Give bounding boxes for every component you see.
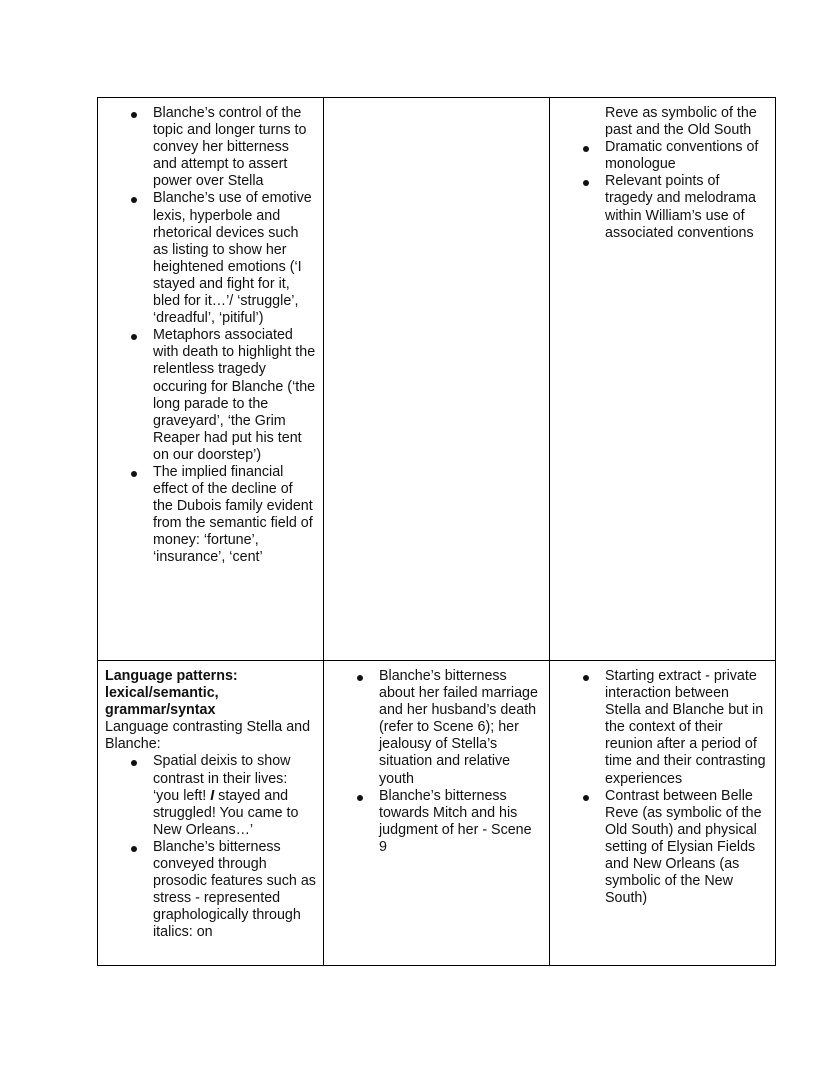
list-item — [557, 139, 768, 173]
table-cell-row1-col2 — [324, 98, 550, 661]
bullet-icon — [583, 180, 589, 186]
bullet-icon — [583, 675, 589, 681]
list-item — [105, 839, 316, 942]
list-item-text: Blanche’s control of the topic and longer turns to convey her bitterness and attempt to assert power over Stella — [153, 105, 307, 190]
list-item — [105, 464, 316, 567]
table-cell-row2-col1 — [98, 661, 324, 966]
list-item-text-part: stayed and struggled! You came to New Orleans…’ — [153, 787, 299, 838]
bullet-list — [331, 668, 542, 856]
bullet-icon — [131, 471, 137, 477]
table-row — [98, 98, 776, 661]
bullet-list — [557, 668, 768, 907]
list-item — [105, 753, 316, 838]
list-item — [331, 788, 542, 856]
bullet-icon — [131, 112, 137, 118]
notes-table — [97, 97, 776, 966]
table-row — [98, 661, 776, 966]
bullet-icon — [131, 760, 137, 766]
emphasis-text: I — [210, 787, 215, 804]
continued-text: Reve as symbolic of the past and the Old South — [605, 105, 757, 139]
list-item — [105, 190, 316, 327]
list-item — [557, 788, 768, 908]
list-item — [331, 668, 542, 788]
section-intro: Language contrasting Stella and Blanche: — [105, 719, 311, 753]
bullet-icon — [131, 334, 137, 340]
bullet-icon — [583, 795, 589, 801]
bullet-icon — [357, 795, 363, 801]
list-item-text: Blanche’s use of emotive lexis, hyperbole and rhetorical devices such as listing to show her heightened emotions (‘I stayed and fight for it, bled for it…’/ ‘struggle’, ‘dreadful’, ‘pitiful’) — [153, 190, 312, 327]
list-item — [105, 327, 316, 464]
list-item — [557, 173, 768, 241]
list-item-text: Contrast between Belle Reve (as symbolic of the Old South) and physical setting of Elysian Fields and New Orleans (as symbolic of the New South) — [605, 787, 762, 907]
bullet-icon — [583, 146, 589, 152]
bullet-icon — [357, 675, 363, 681]
table-cell-row1-col3 — [550, 98, 776, 661]
list-item-text-part: Spatial deixis to show contrast in their lives: ‘you left! — [153, 753, 291, 804]
bullet-list — [557, 139, 768, 242]
bullet-icon — [131, 846, 137, 852]
list-item-text: Metaphors associated with death to highlight the relentless tragedy occuring for Blanche (‘the long parade to the graveyard’, ‘the Grim Reaper had put his tent on our doorstep’) — [153, 327, 316, 463]
list-item-text: Starting extract - private interaction between Stella and Blanche but in the context of their reunion after a period of time and their contrasting experiences — [605, 668, 766, 787]
list-item — [557, 668, 768, 788]
list-item-text: Blanche’s bitterness conveyed through prosodic features such as stress - represented graphologically through italics: on — [153, 838, 316, 941]
list-item-text: Blanche’s bitterness towards Mitch and his judgment of her - Scene 9 — [379, 787, 532, 855]
list-item-text: Blanche’s bitterness about her failed marriage and her husband’s death (refer to Scene 6); her jealousy of Stella’s situation and relative youth — [379, 668, 538, 787]
list-item-text: Dramatic conventions of monologue — [605, 139, 759, 173]
table-cell-row2-col3 — [550, 661, 776, 966]
bullet-icon — [131, 197, 137, 203]
list-item-text: The implied financial effect of the decline of the Dubois family evident from the semantic field of money: ‘fortune’, ‘insurance’, ‘cent’ — [153, 463, 313, 566]
table-cell-row2-col2 — [324, 661, 550, 966]
section-heading: Language patterns: lexical/semantic, grammar/syntax — [105, 668, 238, 719]
bullet-list — [105, 105, 316, 567]
list-item-text: Relevant points of tragedy and melodrama within William’s use of associated conventions — [605, 173, 756, 241]
bullet-list — [105, 753, 316, 941]
table-cell-row1-col1 — [98, 98, 324, 661]
list-item — [105, 105, 316, 190]
